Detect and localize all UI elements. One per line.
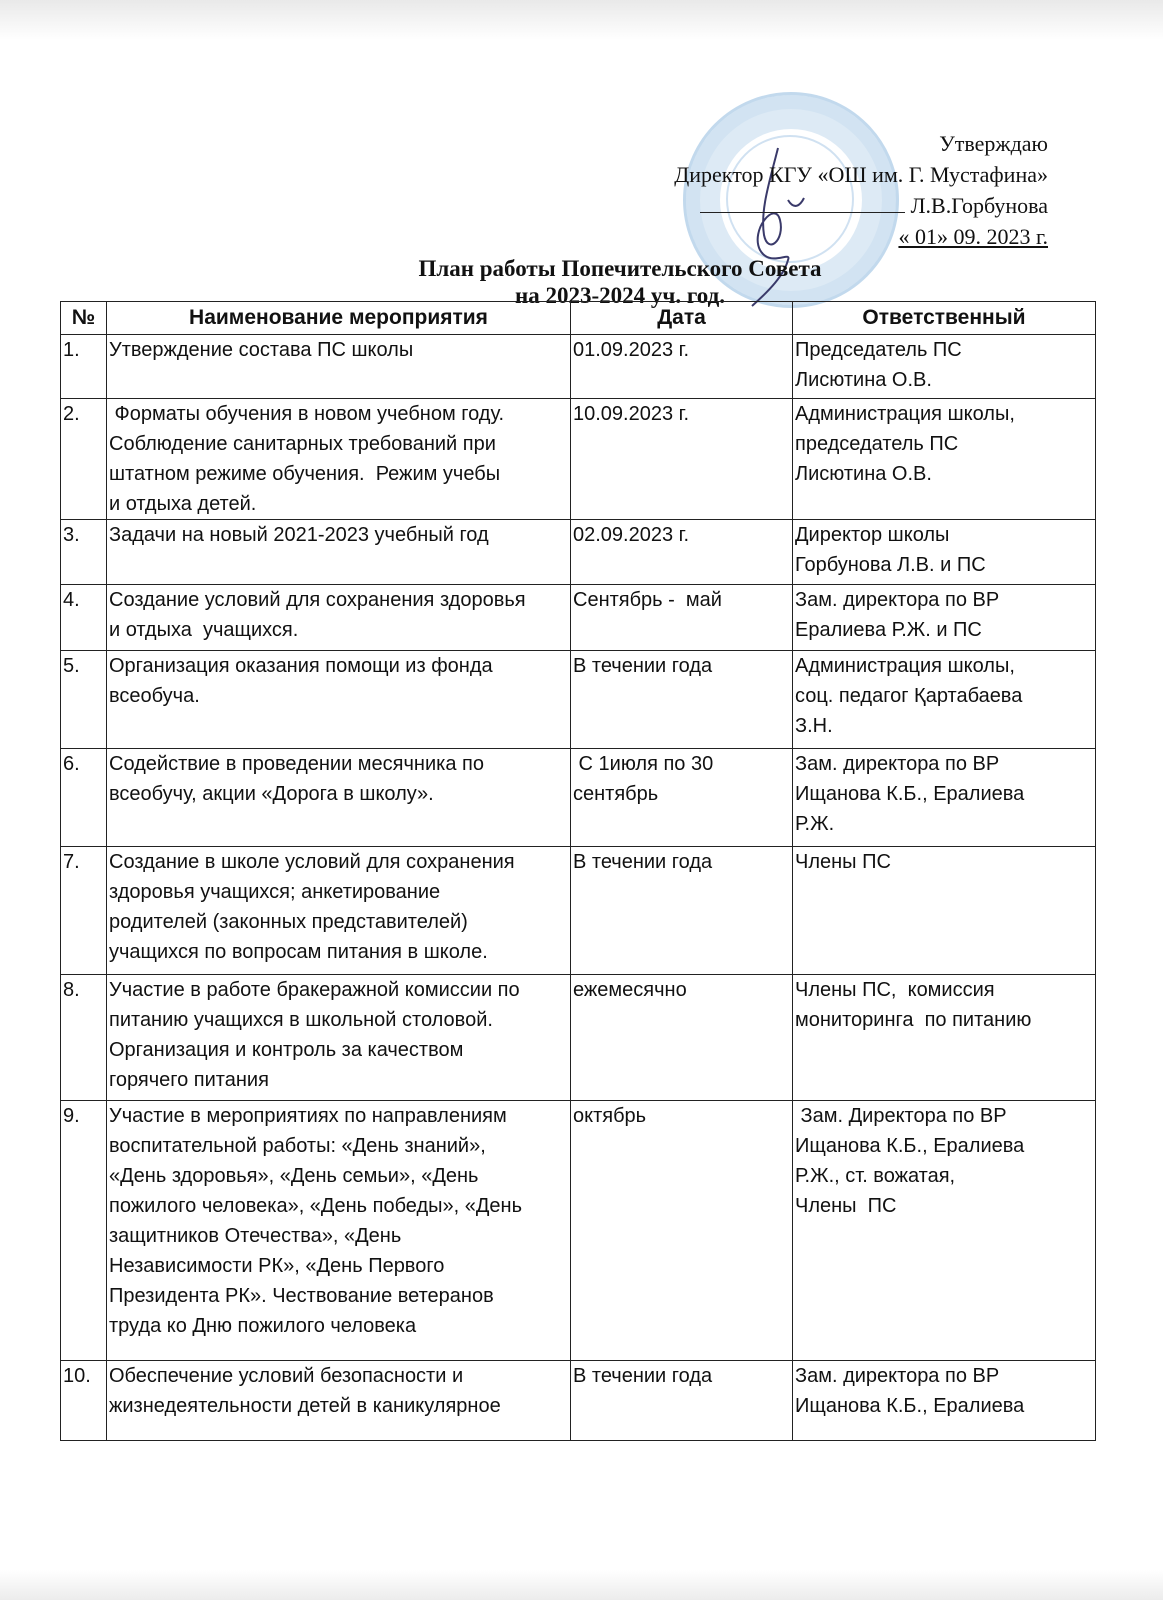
cell-date (571, 585, 793, 651)
cell-responsible-line: Председатель ПС (795, 339, 962, 361)
cell-event-name (107, 399, 571, 520)
plan-table (60, 301, 1096, 1441)
cell-event-name-line: Президента РК». Чествование ветеранов (109, 1285, 494, 1307)
cell-number: 4. (61, 585, 107, 651)
cell-event-name-line: Участие в работе бракеражной комиссии по (109, 979, 520, 1001)
cell-event-name (107, 975, 571, 1101)
cell-number: 6. (61, 749, 107, 847)
cell-date-line: В течении года (573, 851, 713, 873)
cell-responsible-line: Лисютина О.В. (795, 369, 932, 391)
cell-responsible-line: Члены ПС (795, 851, 891, 873)
cell-date-line: Сентябрь - май (573, 589, 722, 611)
cell-responsible-line: З.Н. (795, 715, 833, 737)
cell-responsible-line: Директор школы (795, 524, 950, 546)
cell-number: 1. (61, 335, 107, 399)
table-row (61, 847, 1096, 975)
cell-responsible (793, 1361, 1096, 1441)
cell-event-name-line: Содействие в проведении месячника по (109, 753, 484, 775)
cell-event-name-line: Обеспечение условий безопасности и (109, 1365, 464, 1387)
cell-event-name-line: и отдыха учащихся. (109, 619, 299, 641)
approval-name: Л.В.Горбунова (910, 193, 1048, 218)
cell-date (571, 651, 793, 749)
cell-event-name (107, 847, 571, 975)
cell-responsible (793, 335, 1096, 399)
cell-date (571, 399, 793, 520)
cell-responsible-line: Члены ПС, комиссия (795, 979, 995, 1001)
cell-event-name (107, 335, 571, 399)
cell-event-name-line: труда ко Дню пожилого человека (109, 1315, 417, 1337)
cell-event-name (107, 520, 571, 585)
cell-date (571, 335, 793, 399)
cell-responsible-line: Ералиева Р.Ж. и ПС (795, 619, 982, 641)
cell-number: 10. (61, 1361, 107, 1441)
cell-event-name-line: и отдыха детей. (109, 493, 257, 515)
table-row (61, 749, 1096, 847)
title-line-1: План работы Попечительского Совета (418, 256, 822, 281)
table-row (61, 1101, 1096, 1361)
cell-responsible-line: Члены ПС (795, 1195, 897, 1217)
cell-event-name-line: Форматы обучения в новом учебном году. (109, 403, 505, 425)
cell-date-line: октябрь (573, 1105, 647, 1127)
signature-line (700, 192, 905, 213)
approval-position: Директор КГУ «ОШ им. Г. Мустафина» (674, 162, 1048, 187)
cell-date (571, 847, 793, 975)
cell-responsible-line: Администрация школы, (795, 655, 1015, 677)
cell-responsible-line: Ищанова К.Б., Ералиева (795, 1135, 1025, 1157)
cell-date-line: сентябрь (573, 783, 659, 805)
cell-responsible-line: Зам. Директора по ВР (795, 1105, 1007, 1127)
cell-number: 2. (61, 399, 107, 520)
cell-event-name-line: Утверждение состава ПС школы (109, 339, 414, 361)
cell-responsible-line: Лисютина О.В. (795, 463, 932, 485)
table-row (61, 399, 1096, 520)
cell-event-name-line: Участие в мероприятиях по направлениям (109, 1105, 507, 1127)
cell-responsible-line: Горбунова Л.В. и ПС (795, 554, 986, 576)
cell-event-name (107, 651, 571, 749)
cell-responsible (793, 847, 1096, 975)
cell-date (571, 975, 793, 1101)
cell-responsible-line: Р.Ж. (795, 813, 835, 835)
cell-event-name-line: родителей (законных представителей) (109, 911, 468, 933)
cell-responsible-line: Зам. директора по ВР (795, 1365, 1000, 1387)
cell-event-name-line: Организация и контроль за качеством (109, 1039, 464, 1061)
cell-responsible (793, 651, 1096, 749)
cell-responsible (793, 520, 1096, 585)
cell-number: 8. (61, 975, 107, 1101)
cell-responsible-line: Ищанова К.Б., Ералиева (795, 783, 1025, 805)
cell-date-line: В течении года (573, 655, 713, 677)
cell-number: 9. (61, 1101, 107, 1361)
cell-responsible (793, 1101, 1096, 1361)
title-line-2: на 2023-2024 уч. год. (515, 283, 725, 308)
cell-event-name-line: Создание в школе условий для сохранения (109, 851, 515, 873)
cell-event-name-line: горячего питания (109, 1069, 269, 1091)
cell-date-line: В течении года (573, 1365, 713, 1387)
cell-event-name-line: штатном режиме обучения. Режим учебы (109, 463, 501, 485)
cell-event-name (107, 749, 571, 847)
cell-responsible-line: председатель ПС (795, 433, 959, 455)
table-row (61, 335, 1096, 399)
cell-responsible-line: Администрация школы, (795, 403, 1015, 425)
cell-date-line: 10.09.2023 г. (573, 403, 690, 425)
cell-event-name-line: жизнедеятельности детей в каникулярное (109, 1395, 501, 1417)
cell-event-name-line: Независимости РК», «День Первого (109, 1255, 445, 1277)
approval-date: « 01» 09. 2023 г. (898, 224, 1048, 249)
cell-responsible (793, 975, 1096, 1101)
table-row (61, 520, 1096, 585)
cell-responsible (793, 749, 1096, 847)
cell-date-line: С 1июля по 30 (573, 753, 714, 775)
cell-responsible-line: Р.Ж., ст. вожатая, (795, 1165, 956, 1187)
table-row (61, 585, 1096, 651)
cell-date (571, 1361, 793, 1441)
cell-event-name-line: всеобуча. (109, 685, 200, 707)
table-row (61, 651, 1096, 749)
cell-date-line: ежемесячно (573, 979, 687, 1001)
cell-event-name-line: здоровья учащихся; анкетирование (109, 881, 441, 903)
cell-event-name-line: учащихся по вопросам питания в школе. (109, 941, 488, 963)
scan-edge-top (0, 0, 1163, 40)
cell-event-name-line: Создание условий для сохранения здоровья (109, 589, 526, 611)
table-row (61, 1361, 1096, 1441)
cell-number: 5. (61, 651, 107, 749)
approval-block (560, 128, 1048, 252)
cell-event-name (107, 585, 571, 651)
cell-responsible-line: Зам. директора по ВР (795, 753, 1000, 775)
approval-approve: Утверждаю (939, 131, 1048, 156)
header-date: Дата (571, 302, 793, 335)
approval-signature-row (560, 190, 1048, 221)
cell-event-name (107, 1361, 571, 1441)
cell-event-name-line: воспитательной работы: «День знаний», (109, 1135, 486, 1157)
cell-date-line: 02.09.2023 г. (573, 524, 690, 546)
cell-responsible (793, 399, 1096, 520)
cell-event-name (107, 1101, 571, 1361)
scan-edge-bottom (0, 1570, 1163, 1600)
cell-event-name-line: «День здоровья», «День семьи», «День (109, 1165, 479, 1187)
header-event-name: Наименование мероприятия (107, 302, 571, 335)
cell-event-name-line: питанию учащихся в школьной столовой. (109, 1009, 493, 1031)
cell-event-name-line: защитников Отечества», «День (109, 1225, 402, 1247)
header-number: № (61, 302, 107, 335)
cell-responsible-line: Ищанова К.Б., Ералиева (795, 1395, 1025, 1417)
plan-table-body (61, 335, 1096, 1441)
cell-date (571, 749, 793, 847)
cell-number: 7. (61, 847, 107, 975)
table-header-row (61, 302, 1096, 335)
cell-responsible-line: мониторинга по питанию (795, 1009, 1032, 1031)
cell-number: 3. (61, 520, 107, 585)
cell-date (571, 1101, 793, 1361)
cell-event-name-line: Задачи на новый 2021-2023 учебный год (109, 524, 489, 546)
cell-responsible (793, 585, 1096, 651)
cell-date (571, 520, 793, 585)
cell-event-name-line: пожилого человека», «День победы», «День (109, 1195, 523, 1217)
cell-responsible-line: соц. педагог Қартабаева (795, 685, 1023, 707)
header-responsible: Ответственный (793, 302, 1096, 335)
cell-event-name-line: Соблюдение санитарных требований при (109, 433, 496, 455)
table-row (61, 975, 1096, 1101)
cell-event-name-line: Организация оказания помощи из фонда (109, 655, 493, 677)
cell-responsible-line: Зам. директора по ВР (795, 589, 1000, 611)
cell-date-line: 01.09.2023 г. (573, 339, 690, 361)
cell-event-name-line: всеобучу, акции «Дорога в школу». (109, 783, 434, 805)
